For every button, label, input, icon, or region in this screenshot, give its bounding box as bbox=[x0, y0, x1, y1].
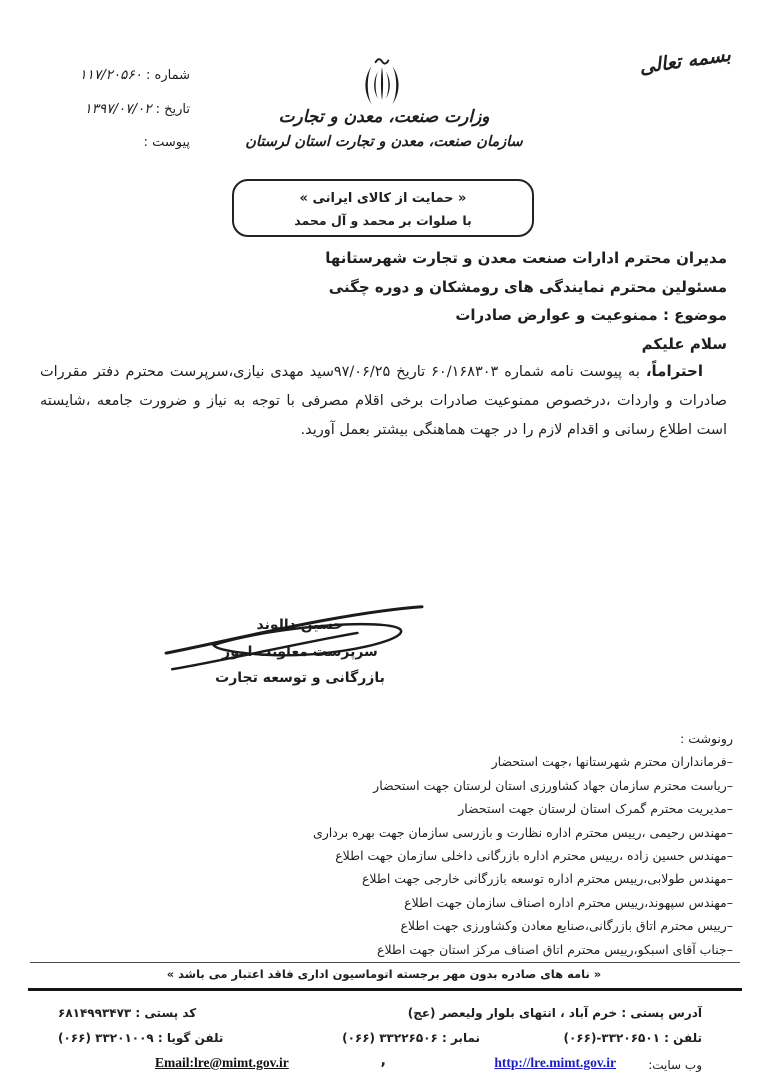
cc-item-dash: – bbox=[726, 801, 733, 817]
letter-body-opening: احتراماً، bbox=[645, 362, 703, 380]
cc-item-text: مهندس طولابی،رییس محترم اداره توسعه بازرگانی خارجی جهت اطلاع bbox=[361, 871, 727, 887]
letter-body-text: به پیوست نامه شماره ۶۰/۱۶۸۳۰۳ تاریخ ۹۷/۰۶/۲۵سید مهدی نیازی،سرپرست محترم دفتر مقررات صادرات و واردات ،درخصوص ممنوعیت صادرات برخی اقلام مصرفی با توجه به نیاز و ضرورت جامعه ،شایسته است اطلاع رسانی و اقدام لازم را در جهت هماهنگی بیشتر بعمل آورید. bbox=[40, 364, 727, 438]
signature-block bbox=[190, 612, 410, 692]
footer-email-link[interactable]: Email:lre@mimt.gov.ir bbox=[155, 1055, 289, 1070]
footer-website-label: وب سایت: bbox=[648, 1058, 702, 1072]
subject-line: موضوع : ممنوعیت و عوارض صادرات bbox=[455, 306, 727, 324]
cc-item bbox=[313, 774, 733, 797]
cc-item-dash: – bbox=[726, 754, 733, 770]
letter-attachment-label: پیوست : bbox=[143, 135, 190, 150]
cc-item bbox=[313, 821, 733, 844]
organization-title: سازمان صنعت، معدن و تجارت استان لرستان bbox=[245, 134, 523, 150]
letter-number-value: ۱۱۷/۲۰۵۶۰ bbox=[79, 67, 142, 83]
letter-date-value: ۱۳۹۷/۰۷/۰۲ bbox=[84, 101, 152, 117]
recipient-block bbox=[325, 244, 727, 358]
recipient-line-2: مسئولین محترم نمایندگی های رومشکان و دوره چگنی bbox=[328, 277, 727, 296]
cc-item-text: مهندس حسین زاده ،رییس محترم اداره بازرگانی داخلی سازمان جهت اطلاع bbox=[335, 848, 727, 864]
bismillah-calligraphy: بسمه تعالی bbox=[637, 43, 733, 79]
footer-postal-address: آدرس پستی : خرم آباد ، انتهای بلوار ولیعصر (عج) bbox=[407, 1006, 702, 1020]
validity-note: « نامه های صادره بدون مهر برجسته اتوماسیون اداری فاقد اعتبار می باشد » bbox=[166, 967, 602, 981]
cc-item-text: مهندس رحیمی ،رییس محترم اداره نظارت و بازرسی سازمان جهت بهره برداری bbox=[312, 824, 727, 840]
footer-voice-phone: تلفن گویا : ۳۳۲۰۱۰۰۹ (۰۶۶) bbox=[58, 1031, 224, 1045]
cc-item-text: مهندس سپهوند،رییس محترم اداره اصناف سازمان جهت اطلاع bbox=[404, 894, 727, 910]
iran-emblem-icon bbox=[356, 55, 408, 109]
cc-item-dash: – bbox=[726, 824, 733, 840]
cc-item-text: فرمانداران محترم شهرستانها ،جهت استحضار bbox=[491, 754, 727, 770]
cc-item bbox=[313, 938, 733, 961]
recipient-line-1: مدیران محترم ادارات صنعت معدن و تجارت شهرستانها bbox=[325, 249, 727, 267]
footer-fax: نمابر : ۳۳۲۲۶۵۰۶ (۰۶۶) bbox=[342, 1031, 480, 1045]
cc-item bbox=[313, 914, 733, 937]
divider-thick bbox=[28, 988, 742, 991]
signatory-name: حسین دالوند bbox=[256, 617, 344, 633]
cc-item bbox=[313, 797, 733, 820]
letter-number-label: شماره : bbox=[146, 68, 190, 83]
letter-attachment-row bbox=[60, 126, 190, 160]
slogan-box bbox=[232, 179, 534, 237]
cc-label: رونوشت : bbox=[680, 731, 733, 746]
cc-item-text: مدیریت محترم گمرک استان لرستان جهت استحضار bbox=[458, 801, 727, 817]
cc-item bbox=[313, 867, 733, 890]
divider-thin bbox=[30, 962, 740, 963]
cc-item-dash: – bbox=[726, 941, 733, 957]
cc-item-text: ریاست محترم سازمان جهاد کشاورزی استان لرستان جهت استحضار bbox=[373, 777, 727, 793]
cc-item-dash: – bbox=[726, 848, 733, 864]
letter-date-row bbox=[60, 92, 190, 126]
cc-item-dash: – bbox=[726, 918, 733, 934]
signatory-title-line-2: بازرگانی و توسعه تجارت bbox=[215, 670, 385, 686]
cc-item-text: جناب آقای اسبکو،رییس محترم اتاق اصناف مرکز استان جهت اطلاع bbox=[377, 941, 727, 957]
footer-website-link[interactable]: http://lre.mimt.gov.ir bbox=[494, 1055, 616, 1070]
letter-meta-block bbox=[60, 58, 190, 160]
ministry-title: وزارت صنعت، معدن و تجارت bbox=[278, 107, 490, 127]
cc-item-dash: – bbox=[726, 777, 733, 793]
footer-postal-code: کد پستی : ۶۸۱۴۹۹۳۴۷۳ bbox=[58, 1006, 197, 1020]
cc-block bbox=[313, 727, 733, 961]
slogan-line-1: « حمایت از کالای ایرانی » bbox=[299, 191, 467, 206]
signatory-title-line-1: سرپرست معاونت امور bbox=[222, 643, 378, 660]
cc-item-text: رییس محترم اتاق بازرگانی،صنایع معادن وکشاورزی جهت اطلاع bbox=[400, 918, 727, 934]
cc-item-dash: – bbox=[726, 871, 733, 887]
cc-item-dash: – bbox=[726, 894, 733, 910]
cc-item bbox=[313, 750, 733, 773]
slogan-line-2: با صلوات بر محمد و آل محمد bbox=[294, 213, 472, 228]
footer-separator: , bbox=[380, 1053, 386, 1069]
footer-phone: تلفن : ۳۳۲۰۶۵۰۱-(۰۶۶) bbox=[563, 1031, 702, 1045]
letter-date-label: تاریخ : bbox=[155, 102, 190, 117]
letter-number-row bbox=[60, 58, 190, 92]
cc-item bbox=[313, 844, 733, 867]
letter-body-paragraph bbox=[40, 357, 727, 445]
salutation-line: سلام علیکم bbox=[641, 334, 727, 353]
cc-item bbox=[313, 891, 733, 914]
